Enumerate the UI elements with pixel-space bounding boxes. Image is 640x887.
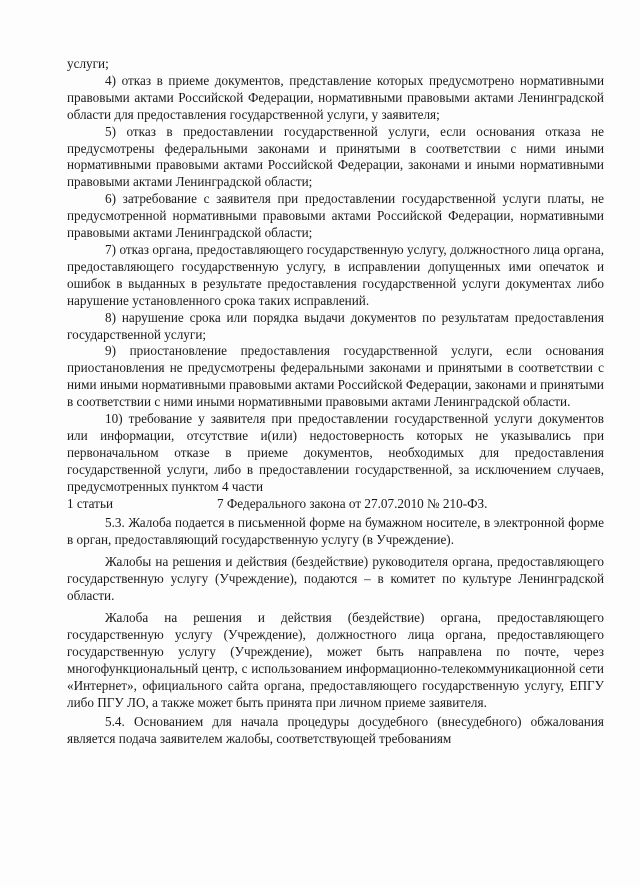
paragraph-5-4: 5.4. Основанием для начала процедуры досудебного (внесудебного) обжалования является подача заявителем жалобы, соответствующей требованиям (67, 714, 604, 747)
paragraph-item-7: 7) отказ органа, предоставляющего государственную услугу, должностного лица органа, предоставляющего государственную услугу, в исправлении допущенных ими опечаток и ошибок в выданных в результате предоставления государственной услуги документах либо нарушение установленного срока таких исправлений. (67, 241, 604, 308)
paragraph-item-5: 5) отказ в предоставлении государственной услуги, если основания отказа не предусмотрены федеральными законами и принятыми в соответствии с ними иными нормативными правовыми актами Российской Федерации, законами и иными нормативными правовыми актами Ленинградской области; (67, 123, 604, 190)
paragraph-complaints-head: Жалобы на решения и действия (бездействие) руководителя органа, предоставляющего государственную услугу (Учреждение), подаются – в комитет по культуре Ленинградской области. (67, 554, 604, 604)
paragraph-item-10: 10) требование у заявителя при предоставлении государственной услуги документов или информации, отсутствие и(или) недостоверность которых не указывались при первоначальном отказе в приеме документов, необходимых для предоставления государственной услуги, либо в предоставлении государственной, за исключением случаев, предусмотренных пунктом 4 части (67, 411, 604, 494)
paragraph-item-4: 4) отказ в приеме документов, представление которых предусмотрено нормативными правовыми актами Российской Федерации, нормативными правовыми актами Ленинградской области для предоставления государственной услуги, у заявителя; (67, 72, 604, 122)
paragraph-5-3: 5.3. Жалоба подается в письменной форме на бумажном носителе, в электронной форме в орган, предоставляющий государственную услугу (в Учреждение). (67, 515, 604, 548)
document-body (67, 56, 604, 748)
law-reference-left: 1 статьи (67, 495, 114, 511)
paragraph-continuation: услуги; (67, 56, 109, 71)
paragraph-item-8: 8) нарушение срока или порядка выдачи документов по результатам предоставления государственной услуги; (67, 309, 604, 342)
paragraph-item-9: 9) приостановление предоставления государственной услуги, если основания приостановления не предусмотрены федеральными законами и принятыми в соответствии с ними иными нормативными правовыми актами Российской Федерации, законами и принятыми в соответствии с ними иными нормативными правовыми актами Ленинградской области. (67, 343, 604, 410)
law-reference-line (67, 496, 604, 513)
paragraph-complaints-organ: Жалоба на решения и действия (бездействие) органа, предоставляющего государственную услугу (Учреждение), должностного лица органа, предоставляющего государственную услугу (Учреждение), может быть направлена по почте, через многофункциональный центр, с использованием информационно-телекоммуникационной сети «Интернет», официального сайта органа, предоставляющего государственную услугу, ЕПГУ либо ПГУ ЛО, а также может быть принята при личном приеме заявителя. (67, 610, 604, 710)
law-reference-right: 7 Федерального закона от 27.07.2010 № 210-ФЗ. (217, 495, 488, 511)
paragraph-item-6: 6) затребование с заявителя при предоставлении государственной услуги платы, не предусмотренной нормативными правовыми актами Российской Федерации, нормативными правовыми актами Ленинградской области; (67, 191, 604, 241)
